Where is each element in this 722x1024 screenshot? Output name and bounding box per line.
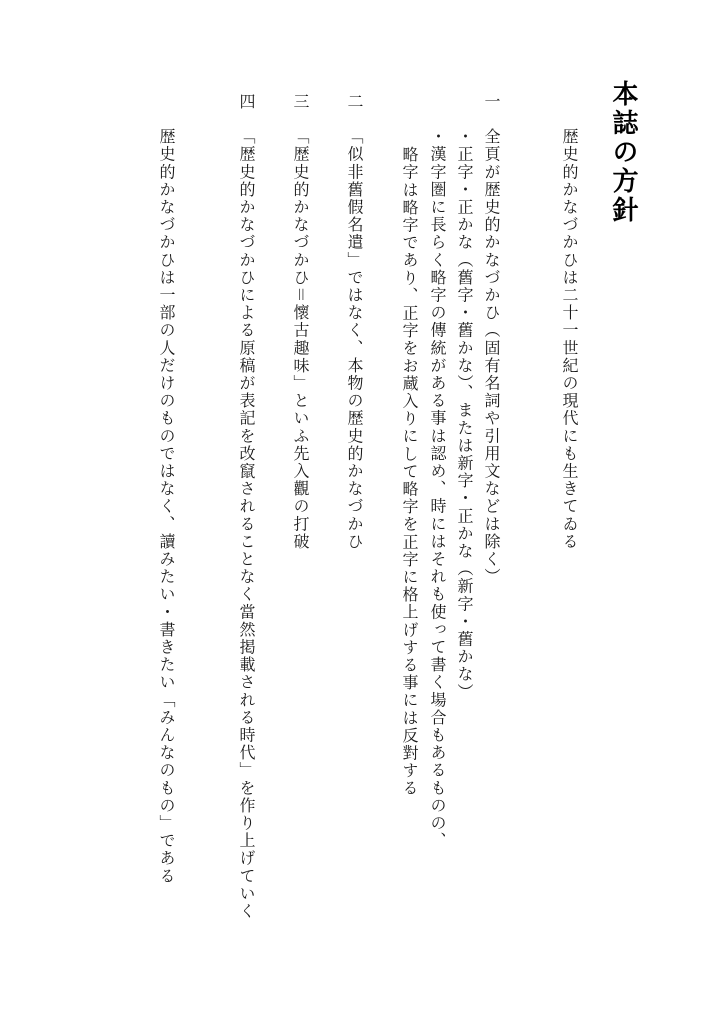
item-2-line-1: 「似非舊假名遣」ではなく、本物の歴史的かなづかひ xyxy=(345,128,364,551)
item-4-line-2: 歴史的かなづかひは一部の人だけのものではなく、讀みたい・書きたい「みんなのもの」である xyxy=(157,128,176,885)
item-1-line-4: 略字は略字であり、正字をお蔵入りにして略字を正字に格上げする事には反對する xyxy=(400,146,419,798)
item-number-4: 四 xyxy=(237,93,256,111)
item-number-1: 一 xyxy=(482,93,501,111)
item-1-line-3: ・漢字圏に長らく略字の傳統がある事は認め、時にはそれも使って書く場合もあるものの、 xyxy=(428,128,447,850)
item-1-line-2: ・正字・正かな（舊字・舊かな）、または新字・正かな（新字・舊かな） xyxy=(455,128,474,701)
item-4-line-1: 「歴史的かなづかひによる原稿が表記を改竄されることなく當然掲載される時代」を作り上げていく xyxy=(237,128,256,920)
item-number-2: 二 xyxy=(345,93,364,111)
document-title: 本誌の方針 xyxy=(608,80,638,225)
item-1-line-1: 全頁が歴史的かなづかひ（固有名詞や引用文などは除く） xyxy=(482,128,501,586)
document-subtitle: 歴史的かなづかひは二十一世紀の現代にも生きてゐる xyxy=(560,128,579,551)
item-3-line-1: 「歴史的かなづかひ＝懷古趣味」といふ先入觀の打破 xyxy=(291,128,310,551)
item-number-3: 三 xyxy=(291,93,310,111)
